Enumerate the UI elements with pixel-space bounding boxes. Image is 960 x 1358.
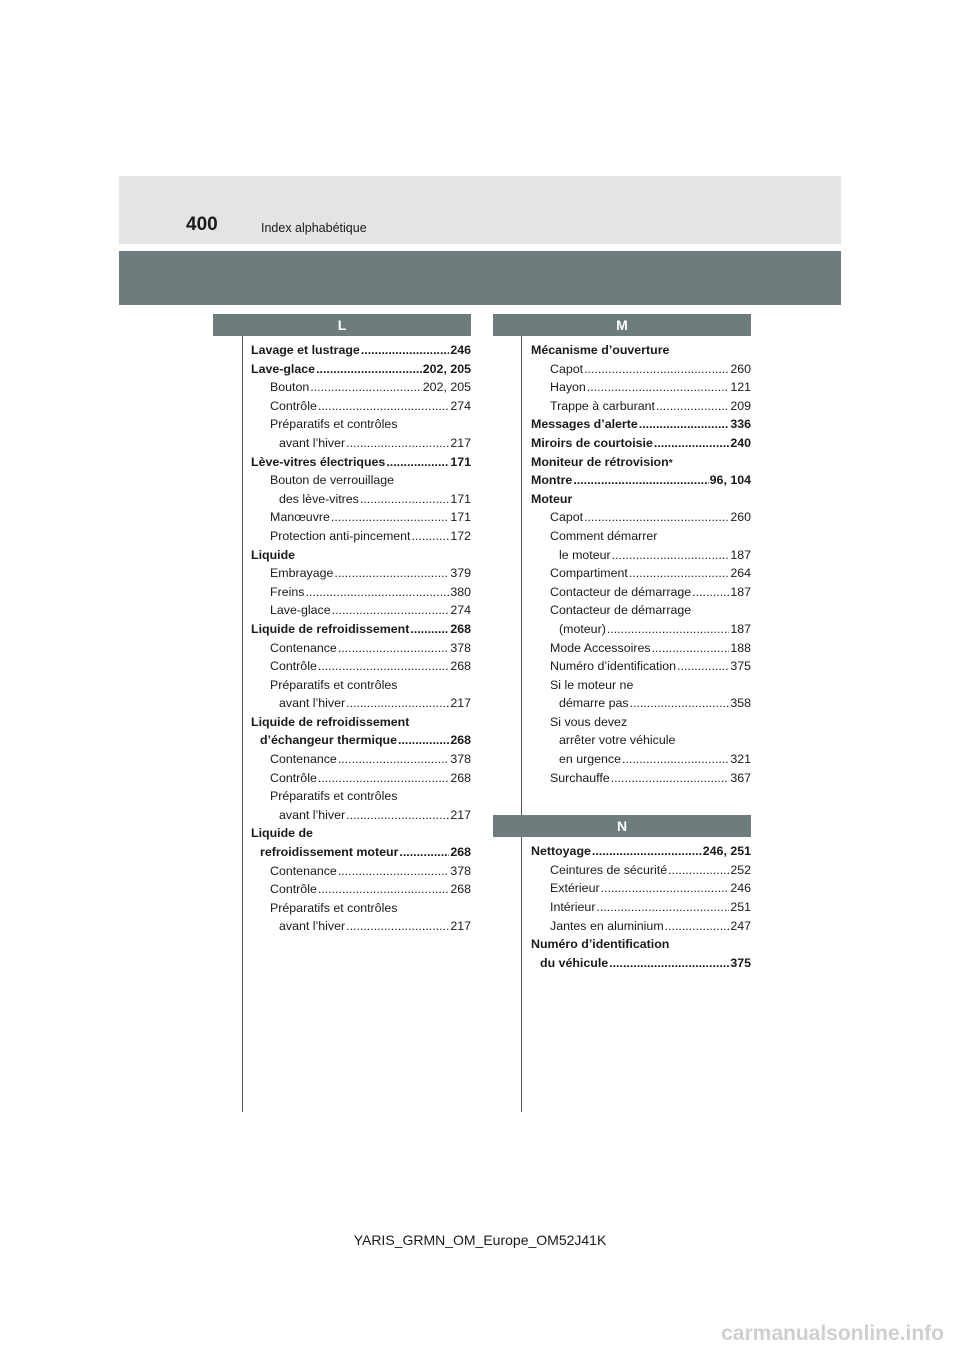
index-entry <box>251 862 471 881</box>
index-entry-term: le moteur <box>559 547 611 562</box>
index-entry <box>251 583 471 602</box>
index-entry-term: Hayon <box>550 380 586 395</box>
dot-leader <box>361 341 450 360</box>
index-entry <box>251 341 471 360</box>
index-entry <box>531 879 751 898</box>
index-entry-page: 378 <box>450 640 471 655</box>
index-entry-term: Liquide de refroidissement <box>251 714 410 729</box>
index-entry-page: 379 <box>450 566 471 581</box>
index-entry-page: 268 <box>450 733 471 748</box>
index-entry <box>531 861 751 880</box>
dot-leader <box>629 564 730 583</box>
index-entry <box>531 471 751 490</box>
index-entry-term: Montre <box>531 473 573 488</box>
dot-leader <box>652 639 730 658</box>
index-entry-term: démarre pas <box>559 696 629 711</box>
index-entry <box>531 639 751 658</box>
dot-leader <box>609 954 729 973</box>
letter-heading-l: L <box>213 314 471 336</box>
index-entry-term: avant l’hiver <box>279 919 346 934</box>
index-entry-term: Contenance <box>270 752 337 767</box>
dot-leader <box>310 378 421 397</box>
dot-leader <box>410 620 449 639</box>
dot-leader <box>398 731 449 750</box>
index-entry <box>531 657 751 676</box>
index-entry <box>251 397 471 416</box>
index-entry-term: Contenance <box>270 640 337 655</box>
index-entry-term: Intérieur <box>550 900 596 915</box>
index-entry <box>531 769 751 788</box>
dot-leader <box>587 378 729 397</box>
index-entry-term: Lave-glace <box>270 603 331 618</box>
index-entry <box>251 806 471 825</box>
dot-leader <box>305 583 449 602</box>
index-entry-term: Mécanisme d’ouverture <box>531 343 670 357</box>
index-entry-page: 375 <box>730 955 751 970</box>
index-entry-page: 260 <box>730 510 751 525</box>
index-entry <box>251 657 471 676</box>
dot-leader <box>386 453 449 472</box>
index-entry-page: 375 <box>730 659 751 674</box>
dot-leader <box>584 508 729 527</box>
index-entry <box>531 601 751 620</box>
index-entry <box>251 527 471 546</box>
index-entry <box>531 434 751 453</box>
index-entry-page: 378 <box>450 752 471 767</box>
index-entry-page: 380 <box>450 584 471 599</box>
header-dark-band <box>119 251 841 305</box>
index-entry-page: 268 <box>450 659 471 674</box>
index-entry-page: 246 <box>450 343 471 357</box>
index-entry <box>531 360 751 379</box>
index-entry-page: 268 <box>450 845 471 860</box>
dot-leader <box>622 750 729 769</box>
dot-leader <box>639 415 730 434</box>
index-entry <box>251 471 471 490</box>
index-entry-term: Lavage et lustrage <box>251 343 360 357</box>
dot-leader <box>331 508 449 527</box>
dot-leader <box>338 750 449 769</box>
index-entry <box>251 453 471 472</box>
footer-doc-code: YARIS_GRMN_OM_Europe_OM52J41K <box>353 1232 607 1248</box>
dot-leader <box>318 880 449 899</box>
index-entry-page: 96, 104 <box>709 473 751 488</box>
dot-leader <box>318 397 449 416</box>
dot-leader <box>601 879 730 898</box>
index-entry-page: 264 <box>730 566 751 581</box>
index-entry-term: Bouton <box>270 380 310 395</box>
dot-leader <box>346 917 449 936</box>
dot-leader <box>346 694 449 713</box>
index-entry-term: Nettoyage <box>531 844 591 859</box>
index-entries-n <box>531 837 751 972</box>
dot-leader <box>318 657 449 676</box>
index-entry-term: avant l’hiver <box>279 696 346 711</box>
index-entry-page: 367 <box>730 770 751 785</box>
index-entry <box>531 842 751 861</box>
header-top-band <box>119 176 841 244</box>
index-entry-term: Préparatifs et contrôles <box>270 789 398 804</box>
index-entry-term: Extérieur <box>550 881 600 896</box>
index-entry <box>251 546 471 565</box>
section-title: Index alphabétique <box>261 221 367 235</box>
dot-leader <box>607 620 729 639</box>
index-entry-page: 240 <box>730 435 751 450</box>
index-entry <box>251 713 471 732</box>
index-entry <box>531 731 751 750</box>
index-entry <box>531 527 751 546</box>
index-entry <box>531 378 751 397</box>
dot-leader <box>656 397 729 416</box>
index-entry <box>531 713 751 732</box>
index-entry-term: Moniteur de rétrovision <box>531 454 669 469</box>
index-entry-page: 268 <box>450 621 471 636</box>
index-entry <box>251 880 471 899</box>
dot-leader <box>692 583 729 602</box>
index-entry-term: Capot <box>550 510 584 525</box>
index-entry <box>251 917 471 936</box>
index-entry-term: Trappe à carburant <box>550 398 655 413</box>
index-entry-term: Lève-vitres électriques <box>251 454 386 469</box>
index-entry-term: d’échangeur thermique <box>260 733 398 748</box>
index-entry <box>531 341 751 360</box>
index-entry-term: Capot <box>550 361 584 376</box>
index-entry <box>531 490 751 509</box>
index-entry <box>531 898 751 917</box>
index-entry-page: 268 <box>450 770 471 785</box>
index-entry <box>531 954 751 973</box>
index-entry-term: arrêter votre véhicule <box>559 733 676 748</box>
index-entry-page: 274 <box>450 603 471 618</box>
index-entry-term: Embrayage <box>270 566 334 581</box>
index-entry <box>251 843 471 862</box>
watermark: carmanualsonline.info <box>721 1322 944 1345</box>
index-entry-term: Liquide <box>251 547 296 562</box>
index-entry-term: Manœuvre <box>270 510 330 525</box>
group-spacer <box>493 787 751 815</box>
index-entry-term: Numéro d’identification <box>550 659 677 674</box>
index-entry-term: Préparatifs et contrôles <box>270 900 398 915</box>
index-entry-term: Numéro d’identification <box>531 937 670 952</box>
index-entry-page: 378 <box>450 863 471 878</box>
index-entry <box>251 787 471 806</box>
index-entry-page: 217 <box>450 919 471 934</box>
index-entry-term: (moteur) <box>559 621 606 636</box>
index-entry-page: 217 <box>450 435 471 450</box>
index-entry-page: 260 <box>730 361 751 376</box>
index-entry-term: Si vous devez <box>550 714 628 729</box>
index-entry-page: 358 <box>730 696 751 711</box>
index-entry-page: 268 <box>450 882 471 897</box>
index-entry-term: Contacteur de démarrage <box>550 603 692 618</box>
index-entry <box>531 583 751 602</box>
index-entry <box>531 694 751 713</box>
index-entry-term: Comment démarrer <box>550 528 658 543</box>
index-entry <box>251 360 471 379</box>
dot-leader <box>596 898 729 917</box>
dot-leader <box>332 601 450 620</box>
index-column-right <box>493 314 751 972</box>
index-entry-term: Jantes en aluminium <box>550 918 664 933</box>
dot-leader <box>338 639 449 658</box>
index-entries-m <box>531 336 751 787</box>
index-entry <box>531 508 751 527</box>
index-entry-term: Compartiment <box>550 566 628 581</box>
index-entry <box>251 676 471 695</box>
index-entry-term: Miroirs de courtoisie <box>531 435 653 450</box>
index-entry-term: Contenance <box>270 863 337 878</box>
index-entry-term: Préparatifs et contrôles <box>270 677 398 692</box>
index-entry <box>251 490 471 509</box>
index-entry-page: 274 <box>450 398 471 413</box>
page-number: 400 <box>186 214 218 235</box>
index-entry-term: refroidissement moteur <box>260 845 399 860</box>
dot-leader <box>592 842 702 861</box>
dot-leader <box>630 694 730 713</box>
index-entry <box>251 899 471 918</box>
index-entry-term: avant l’hiver <box>279 807 346 822</box>
index-entry-term: Liquide de refroidissement <box>251 621 410 636</box>
index-entry-term: en urgence <box>559 752 622 767</box>
dot-leader <box>584 360 729 379</box>
dot-leader <box>346 434 449 453</box>
dot-leader <box>665 917 730 936</box>
index-entry-term: Freins <box>270 584 305 599</box>
dot-leader <box>612 546 730 565</box>
index-entry-page: 217 <box>450 696 471 711</box>
index-entry-page: 187 <box>730 621 751 636</box>
index-entry <box>531 564 751 583</box>
index-entry-page: 247 <box>730 918 751 933</box>
index-entry-page: 246 <box>730 881 751 896</box>
index-entry-term: Lave-glace <box>251 361 316 376</box>
dot-leader <box>677 657 729 676</box>
index-entry-page: 188 <box>730 640 751 655</box>
dot-leader <box>668 861 729 880</box>
index-entry-page: 171 <box>450 510 471 525</box>
index-entry <box>531 750 751 769</box>
dot-leader <box>338 862 449 881</box>
index-entry-page: 336 <box>730 417 751 432</box>
index-entry <box>531 397 751 416</box>
index-entry <box>251 620 471 639</box>
dot-leader <box>318 769 449 788</box>
index-entry <box>531 676 751 695</box>
dot-leader <box>360 490 449 509</box>
index-entry-term: Bouton de verrouillage <box>270 473 394 488</box>
index-entry-page: 202, 205 <box>422 380 471 395</box>
index-entry-term: Contacteur de démarrage <box>550 584 692 599</box>
index-entry-term: Liquide de <box>251 826 313 841</box>
index-entry-page: 171 <box>450 454 471 469</box>
index-entry-term: Ceintures de sécurité <box>550 862 668 877</box>
index-entry <box>251 508 471 527</box>
index-entry-page: 217 <box>450 807 471 822</box>
index-entry-term: du véhicule <box>540 955 609 970</box>
index-entry <box>531 935 751 954</box>
dot-leader <box>573 471 708 490</box>
index-entry: Moniteur de rétrovision * <box>531 453 751 472</box>
index-entry <box>251 415 471 434</box>
index-column-left <box>213 314 471 936</box>
index-entry-page: 121 <box>730 380 751 395</box>
index-entry <box>251 601 471 620</box>
index-entry <box>251 750 471 769</box>
index-entry-term: Mode Accessoires <box>550 640 651 655</box>
dot-leader <box>399 843 449 862</box>
index-entry-page: 252 <box>730 862 751 877</box>
index-entry-page: 321 <box>730 752 751 767</box>
index-entry-term: Contrôle <box>270 882 317 897</box>
index-entry <box>531 546 751 565</box>
dot-leader <box>334 564 449 583</box>
index-entry-term: Si le moteur ne <box>550 677 634 692</box>
index-entry <box>531 917 751 936</box>
index-entry <box>531 620 751 639</box>
index-entry-page: 246, 251 <box>702 844 751 859</box>
dot-leader <box>611 769 730 788</box>
index-entry <box>251 564 471 583</box>
index-entry-page: 187 <box>730 547 751 562</box>
index-entry <box>251 769 471 788</box>
index-entry-page: 187 <box>730 584 751 599</box>
index-entry-term: des lève-vitres <box>279 491 359 506</box>
index-entry-term: Protection anti-pincement <box>270 528 411 543</box>
index-entry <box>531 415 751 434</box>
letter-heading-n: N <box>493 815 751 837</box>
index-entry-term: Contrôle <box>270 398 317 413</box>
index-entry-term: Contrôle <box>270 659 317 674</box>
index-entry <box>251 639 471 658</box>
dot-leader <box>346 806 449 825</box>
index-entry-page: 251 <box>730 900 751 915</box>
dot-leader <box>412 527 450 546</box>
dot-leader <box>654 434 729 453</box>
index-entry <box>251 731 471 750</box>
index-entry <box>251 824 471 843</box>
index-entry-term: Surchauffe <box>550 770 610 785</box>
index-entry-term: Préparatifs et contrôles <box>270 417 398 432</box>
dot-leader <box>316 360 422 379</box>
index-entry <box>251 694 471 713</box>
index-entry-term: Moteur <box>531 491 573 506</box>
letter-heading-m: M <box>493 314 751 336</box>
index-entry <box>251 434 471 453</box>
index-entry-term: avant l’hiver <box>279 435 346 450</box>
index-entry-term: Contrôle <box>270 770 317 785</box>
index-entry <box>251 378 471 397</box>
index-entry-page: 202, 205 <box>422 361 471 376</box>
index-entry-page: 172 <box>450 528 471 543</box>
index-entry-page: 209 <box>730 398 751 413</box>
index-entry-page: 171 <box>450 491 471 506</box>
index-entry-term: Messages d’alerte <box>531 417 638 432</box>
index-entries-l <box>251 336 471 936</box>
